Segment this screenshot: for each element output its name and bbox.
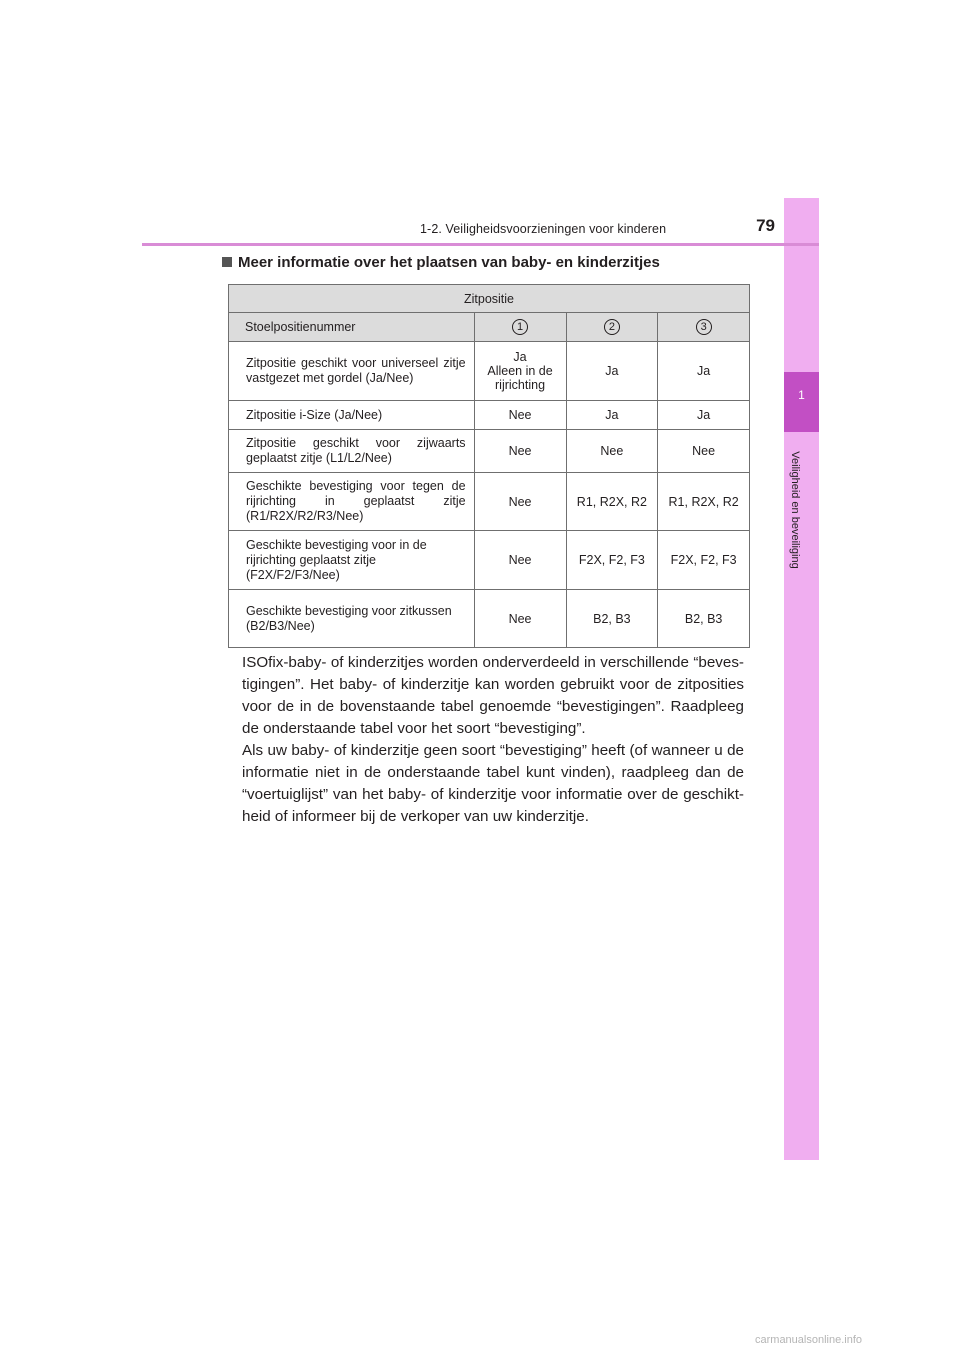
body-text [242,652,744,828]
cell-value: Nee [658,430,750,473]
section-heading-text: Meer informatie over het plaatsen van baby- en kinderzitjes [238,254,660,271]
section-header-title: 1-2. Veiligheidsvoorzieningen voor kinderen [420,222,667,236]
footer-watermark: carmanualsonline.info [755,1334,863,1346]
cell-value: F2X, F2, F3 [658,531,750,590]
table-row [229,342,750,401]
cell-value: R1, R2X, R2 [566,473,658,531]
table-row [229,401,750,430]
row-label: Zitpositie geschikt voor universeel zitje vastgezet met gordel (Ja/Nee) [229,342,475,401]
table-header-row [229,313,750,342]
cell-value: Nee [474,430,566,473]
chapter-title: Veiligheid en beveiliging [789,451,801,569]
body-paragraph-1: ISOfix-baby- of kinderzitjes worden onderverdeeld in verschillende “beves-tigingen”. Het baby- of kinderzitje kan worden gebruikt voor de zitposities voor de in de bovenstaande tabel genoemde “bevestigingen”. Raadpleeg de onderstaande tabel voor het soort “bevestiging”. [242,654,744,737]
table-row [229,531,750,590]
table-row [229,430,750,473]
cell-value: Nee [474,590,566,648]
table-title: Zitpositie [229,285,750,313]
row-label: Geschikte bevestiging voor in de rijrichting geplaatst zitje (F2X/F2/F3/Nee) [229,531,475,590]
cell-value: Nee [474,401,566,430]
cell-value: Nee [474,473,566,531]
seat-number-label-cell [229,313,475,342]
cell-value: B2, B3 [658,590,750,648]
seat-position-table [228,284,750,648]
table-row [229,590,750,648]
seat-number-2: 2 [604,319,620,335]
cell-value: B2, B3 [566,590,658,648]
row-label: Geschikte bevestiging voor zitkussen (B2/B3/Nee) [229,590,475,648]
seat-number-cell [566,313,658,342]
page-number: 79 [756,216,775,235]
header-rule [142,243,819,246]
chapter-side-tab [784,198,819,1160]
chapter-side-tab-active [784,372,819,432]
cell-value: Ja [658,342,750,401]
row-label: Zitpositie i-Size (Ja/Nee) [229,401,475,430]
body-paragraph-2: Als uw baby- of kinderzitje geen soort “bevestiging” heeft (of wanneer u de informatie niet in de onderstaande tabel kunt vinden), raadpleeg dan de “voertuiglijst” van het baby- of kinderzitje voor informatie over de geschikt-heid of informeer bij de verkoper van uw kinderzitje. [242,742,744,825]
seat-number-3: 3 [696,319,712,335]
square-bullet-icon [222,257,232,267]
cell-value-text: Ja Alleen in de rijrichting [487,350,553,392]
cell-value: Ja [566,342,658,401]
cell-value: Ja [566,401,658,430]
chapter-number: 1 [798,388,805,402]
seat-number-cell [474,313,566,342]
cell-value [474,342,566,401]
seat-number-cell [658,313,750,342]
table-row [229,473,750,531]
seat-number-1: 1 [512,319,528,335]
cell-value: F2X, F2, F3 [566,531,658,590]
cell-value: Nee [566,430,658,473]
cell-value: R1, R2X, R2 [658,473,750,531]
row-label: Geschikte bevestiging voor tegen de rijrichting in geplaatst zitje (R1/R2X/R2/R3/Nee) [229,473,475,531]
section-heading [222,254,762,271]
cell-value: Ja [658,401,750,430]
seat-number-label: Stoelpositienummer [245,320,356,334]
row-label: Zitpositie geschikt voor zijwaarts geplaatst zitje (L1/L2/Nee) [229,430,475,473]
cell-value: Nee [474,531,566,590]
